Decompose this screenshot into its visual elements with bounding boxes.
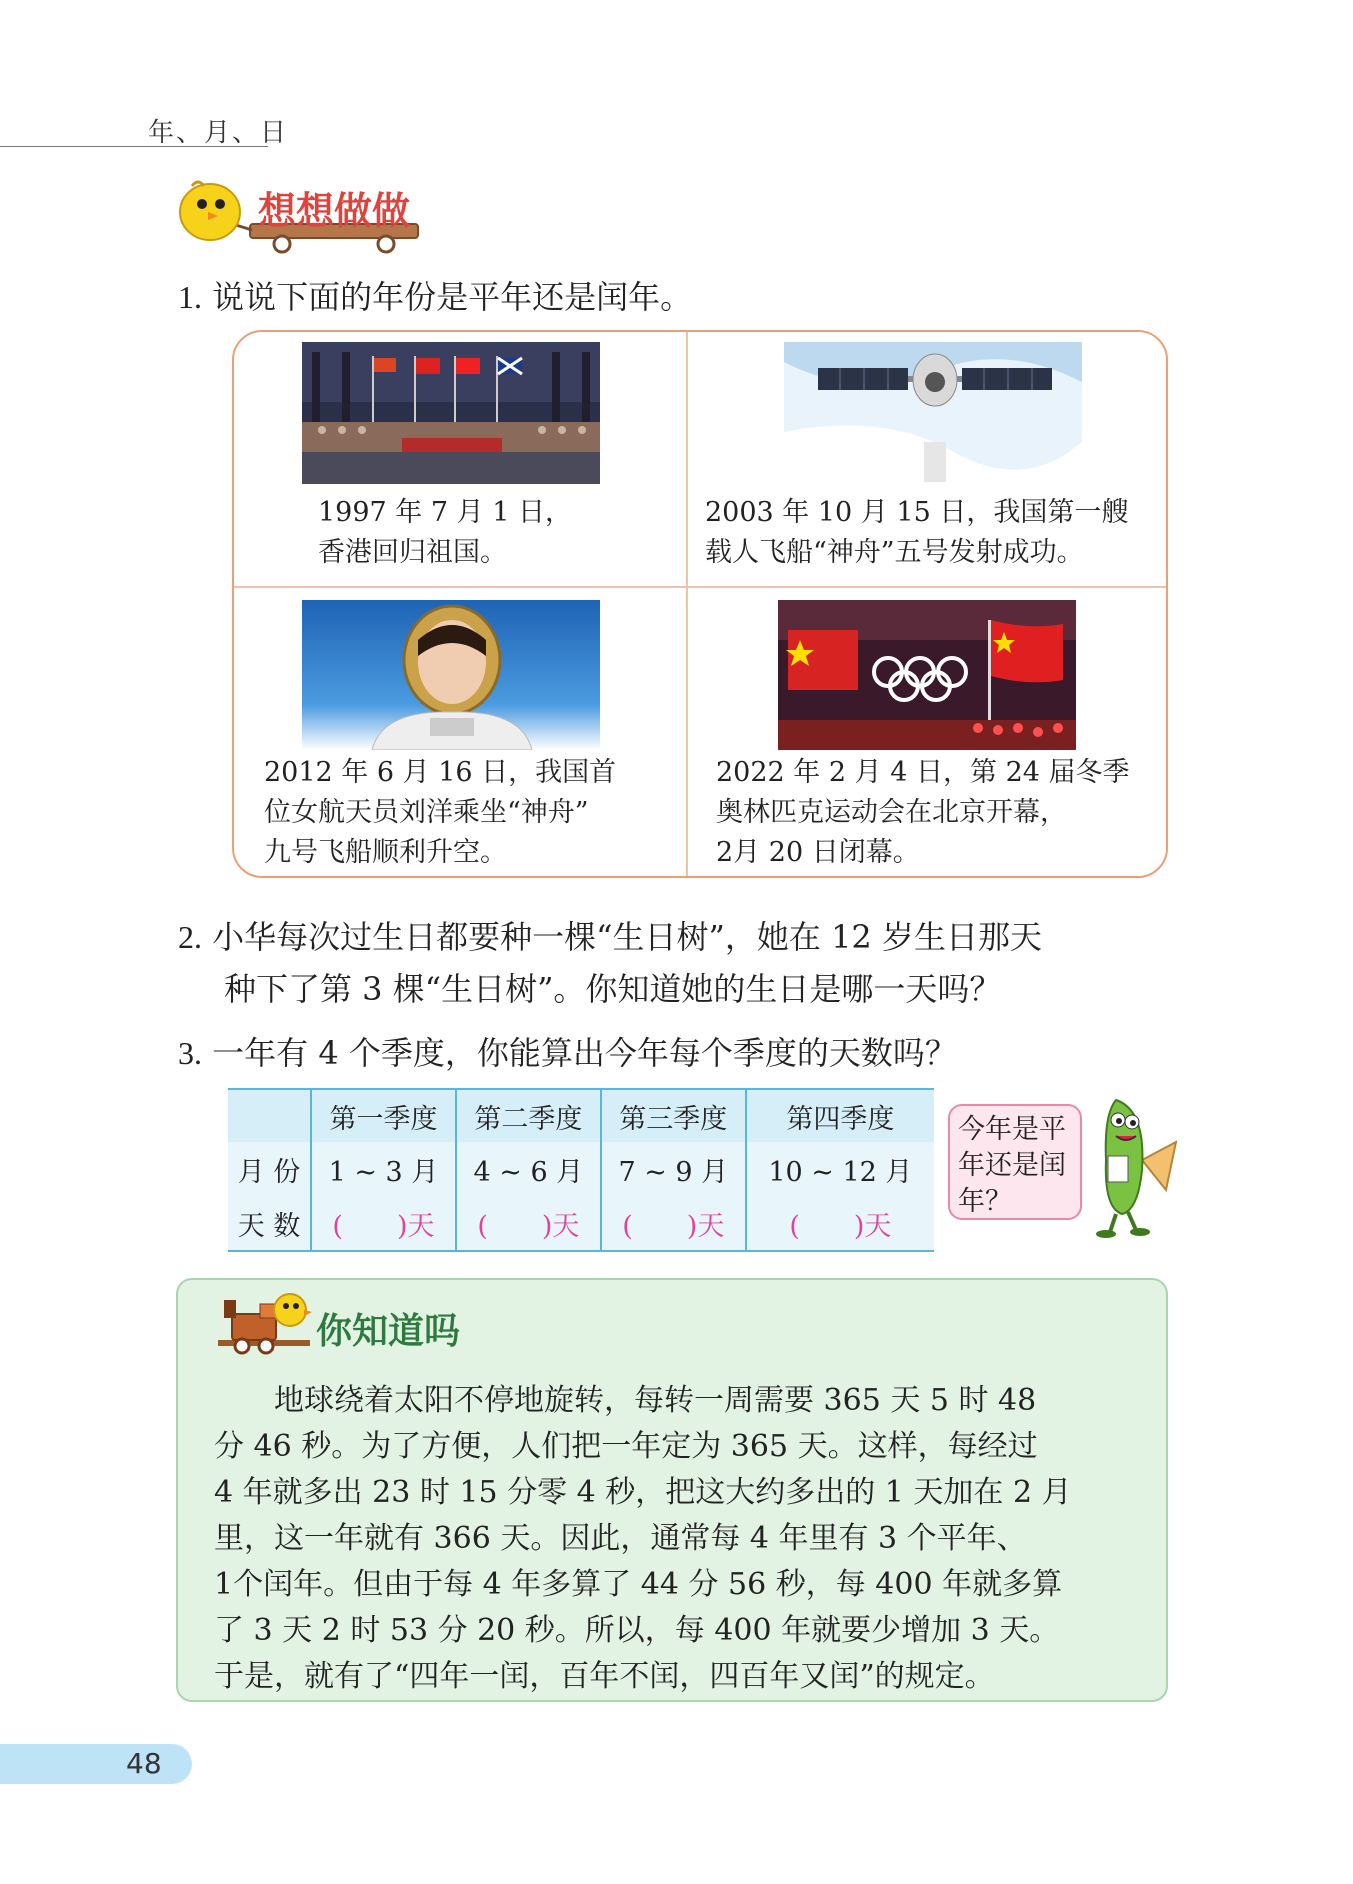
header-q2: 第二季度	[456, 1089, 601, 1142]
pea-pod-character-icon	[1086, 1090, 1178, 1238]
months-q1: 1 ~ 3 月	[311, 1142, 456, 1196]
month-row-label: 月 份	[228, 1142, 311, 1196]
header-q4: 第四季度	[746, 1089, 934, 1142]
days-blank-q1[interactable]: ( )天	[311, 1196, 456, 1251]
months-q4: 10 ~ 12 月	[746, 1142, 934, 1196]
days-blank-q3[interactable]: ( )天	[601, 1196, 746, 1251]
did-you-know-title: 你知道吗	[316, 1311, 461, 1352]
table-corner-cell	[228, 1089, 311, 1142]
photo-1-caption-line-1: 1997 年 7 月 1 日，	[318, 497, 572, 528]
text-line-4: 里，这一年就有 366 天。因此，通常每 4 年里有 3 个平年、	[214, 1521, 1027, 1556]
text-line-6: 了 3 天 2 时 53 分 20 秒。所以，每 400 年就要少增加 3 天。	[214, 1613, 1060, 1648]
header-q1: 第一季度	[311, 1089, 456, 1142]
question-2-line-2: 种下了第 3 棵“生日树”。你知道她的生日是哪一天吗？	[224, 970, 1002, 1008]
winter-olympics-photo	[778, 600, 1076, 750]
season-days-table	[228, 1088, 934, 1252]
chapter-title: 年、月、日	[148, 118, 289, 148]
question-3-number: 3.	[178, 1035, 202, 1071]
text-line-3: 4 年就多出 23 时 15 分零 4 秒，把这大约多出的 1 天加在 2 月	[214, 1475, 1072, 1510]
question-3-text: 一年有 4 个季度，你能算出今年每个季度的天数吗？	[212, 1034, 957, 1072]
text-line-2: 分 46 秒。为了方便，人们把一年定为 365 天。这样，每经过	[214, 1429, 1038, 1464]
photo-2-caption-line-2: 载人飞船“神舟”五号发射成功。	[705, 537, 1084, 568]
question-1-number: 1.	[178, 279, 202, 315]
days-row-label: 天 数	[228, 1196, 311, 1251]
question-1-text: 说说下面的年份是平年还是闰年。	[212, 278, 693, 316]
photo-4-caption-line-2: 奥林匹克运动会在北京开幕，	[716, 797, 1067, 828]
page-number-tab	[0, 1744, 192, 1784]
text-line-7: 于是，就有了“四年一闰，百年不闰，四百年又闰”的规定。	[214, 1659, 995, 1694]
question-2	[178, 910, 1042, 964]
months-q2: 4 ~ 6 月	[456, 1142, 601, 1196]
did-you-know-text	[214, 1378, 1144, 1700]
text-line-1: 地球绕着太阳不停地旋转，每转一周需要 365 天 5 时 48	[214, 1383, 1037, 1418]
question-3	[178, 1026, 957, 1080]
grid-divider-horizontal	[234, 586, 1166, 588]
question-2-line-1: 小华每次过生日都要种一棵“生日树”，她在 12 岁生日那天	[212, 918, 1042, 956]
think-do-title: 想想做做	[258, 189, 411, 233]
page-number: 48	[126, 1747, 162, 1780]
question-1	[178, 270, 692, 324]
photo-4-caption-line-1: 2022 年 2 月 4 日，第 24 届冬季	[716, 757, 1130, 788]
text-line-5: 1个闰年。但由于每 4 年多算了 44 分 56 秒，每 400 年就多算	[214, 1567, 1063, 1602]
astronaut-portrait-photo	[302, 600, 600, 750]
question-2-number: 2.	[178, 919, 202, 955]
speech-bubble	[948, 1104, 1082, 1220]
chick-train-icon	[214, 1290, 314, 1356]
months-q3: 7 ~ 9 月	[601, 1142, 746, 1196]
photo-2-caption-line-1: 2003 年 10 月 15 日，我国第一艘	[705, 497, 1129, 528]
photo-1-caption-line-2: 香港回归祖国。	[318, 537, 507, 568]
hong-kong-handover-photo	[302, 342, 600, 484]
days-blank-q2[interactable]: ( )天	[456, 1196, 601, 1251]
bubble-line-2: 年还是闰	[958, 1150, 1066, 1181]
bubble-line-3: 年？	[958, 1186, 1012, 1217]
photo-3-caption-line-2: 位女航天员刘洋乘坐“神舟”	[264, 797, 589, 828]
grid-divider-vertical	[686, 332, 688, 876]
photo-3-caption-line-1: 2012 年 6 月 16 日，我国首	[264, 757, 617, 788]
days-blank-q4[interactable]: ( )天	[746, 1196, 934, 1251]
bubble-line-1: 今年是平	[958, 1114, 1066, 1145]
header-q3: 第三季度	[601, 1089, 746, 1142]
shenzhou-spacecraft-photo	[784, 342, 1082, 492]
photo-3-caption-line-3: 九号飞船顺利升空。	[264, 837, 507, 868]
photo-4-caption-line-3: 2月 20 日闭幕。	[716, 837, 920, 868]
header-rule	[0, 146, 268, 147]
